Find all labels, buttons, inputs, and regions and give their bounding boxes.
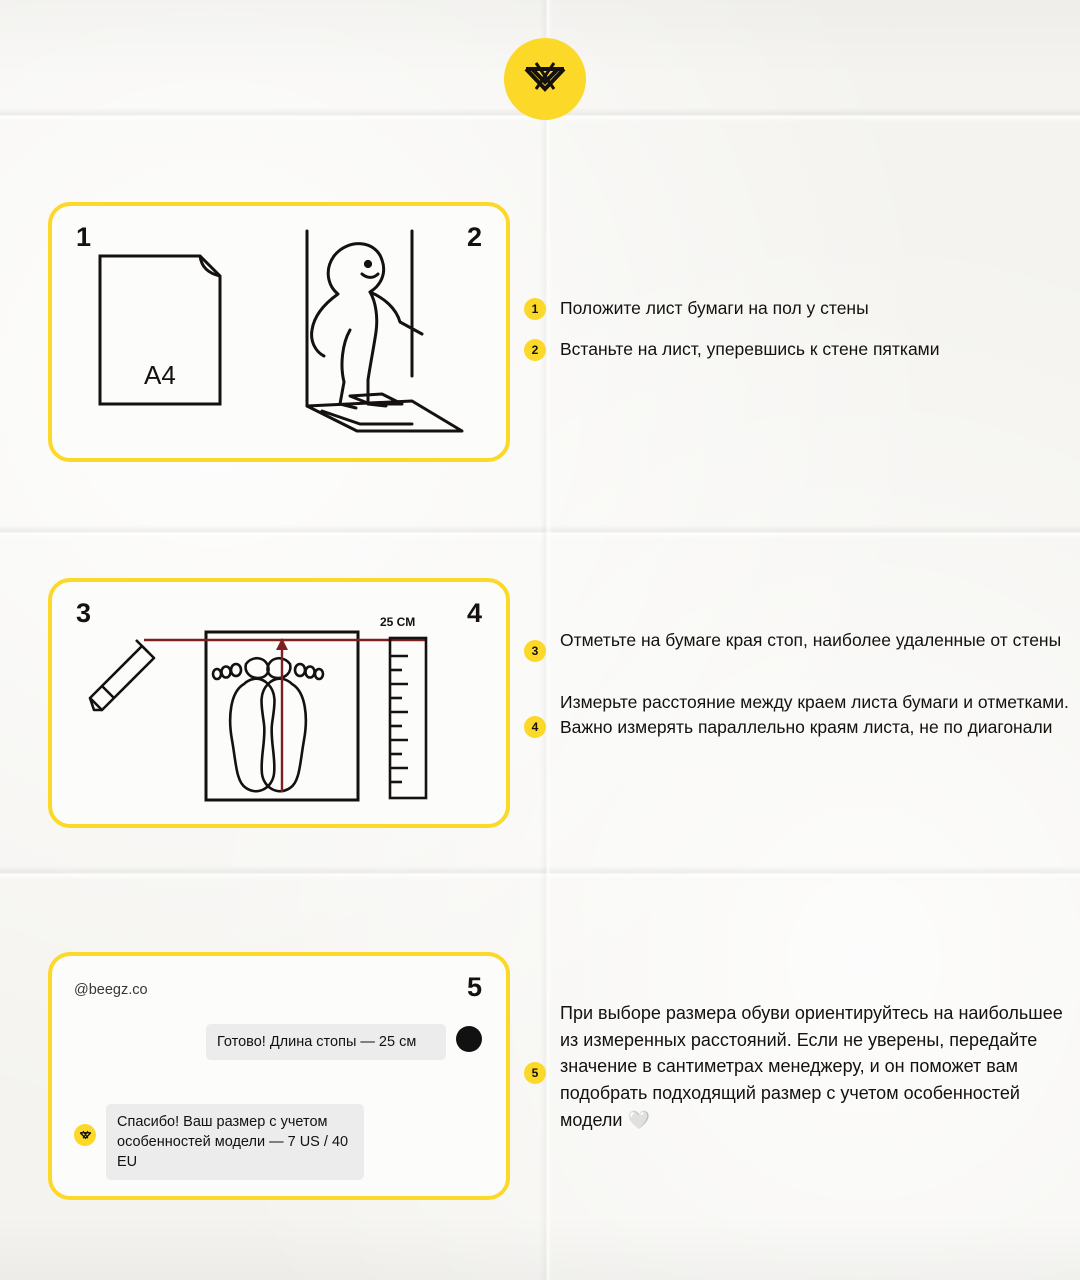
step-text: Отметьте на бумаге края стоп, наиболее удаленные от стены (560, 630, 1062, 650)
a4-paper-sheet-icon (92, 246, 232, 411)
illustration-card-steps-3-4 (48, 578, 510, 828)
card-number-1: 1 (76, 222, 92, 252)
step-item (524, 296, 1064, 321)
steps-group-3-4 (524, 628, 1072, 756)
card-number-4: 4 (466, 598, 482, 628)
card-number-5: 5 (466, 972, 482, 1002)
step-item (524, 1000, 1064, 1133)
steps-group-5 (524, 1000, 1064, 1149)
avatar-user (456, 1026, 482, 1052)
person-standing-against-wall-icon (262, 222, 482, 441)
step-text: При выборе размера обуви ориентируйтесь на наибольшее из измеренных расстояний. Если не уверены, передайте значение в сантиметрах менеджеру, и он поможет вам подобрать подходящий размер с учетом особенностей модели 🤍 (560, 1003, 1063, 1130)
step-number-badge: 3 (524, 640, 546, 662)
steps-group-1-2 (524, 296, 1064, 378)
beegz-crown-logo-icon (522, 59, 568, 99)
illustration-card-steps-1-2 (48, 202, 510, 462)
beegz-crown-logo-icon (79, 1130, 92, 1141)
chat-bubble-shop: Спасибо! Ваш размер с учетом особенностей модели — 7 US / 40 EU (106, 1104, 364, 1180)
card-number-3: 3 (76, 598, 92, 628)
step-text: Встаньте на лист, уперевшись к стене пятками (560, 338, 940, 359)
step-number-badge: 2 (524, 339, 546, 361)
step-text: Измерьте расстояние между краем листа бумаги и отметками. Важно измерять параллельно краям листа, не по диагонали (560, 692, 1069, 737)
illustration-card-step-5-chat (48, 952, 510, 1200)
shop-handle: @beegz.co (74, 982, 148, 998)
step-number-badge: 4 (524, 716, 546, 738)
brand-logo-badge (504, 38, 586, 120)
step-item (524, 690, 1072, 740)
ruler-scale-label: 25 СМ (380, 615, 416, 629)
step-item (524, 628, 1072, 662)
card-number-2: 2 (466, 222, 482, 252)
avatar-shop (74, 1124, 96, 1146)
pencil-marking-feet-outline-icon (76, 612, 488, 812)
step-item (524, 337, 1064, 362)
step-number-badge: 1 (524, 298, 546, 320)
chat-bubble-user: Готово! Длина стопы — 25 см (206, 1024, 446, 1060)
step-number-badge: 5 (524, 1062, 546, 1084)
a4-label: A4 (144, 360, 176, 390)
step-text: Положите лист бумаги на пол у стены (560, 298, 869, 318)
